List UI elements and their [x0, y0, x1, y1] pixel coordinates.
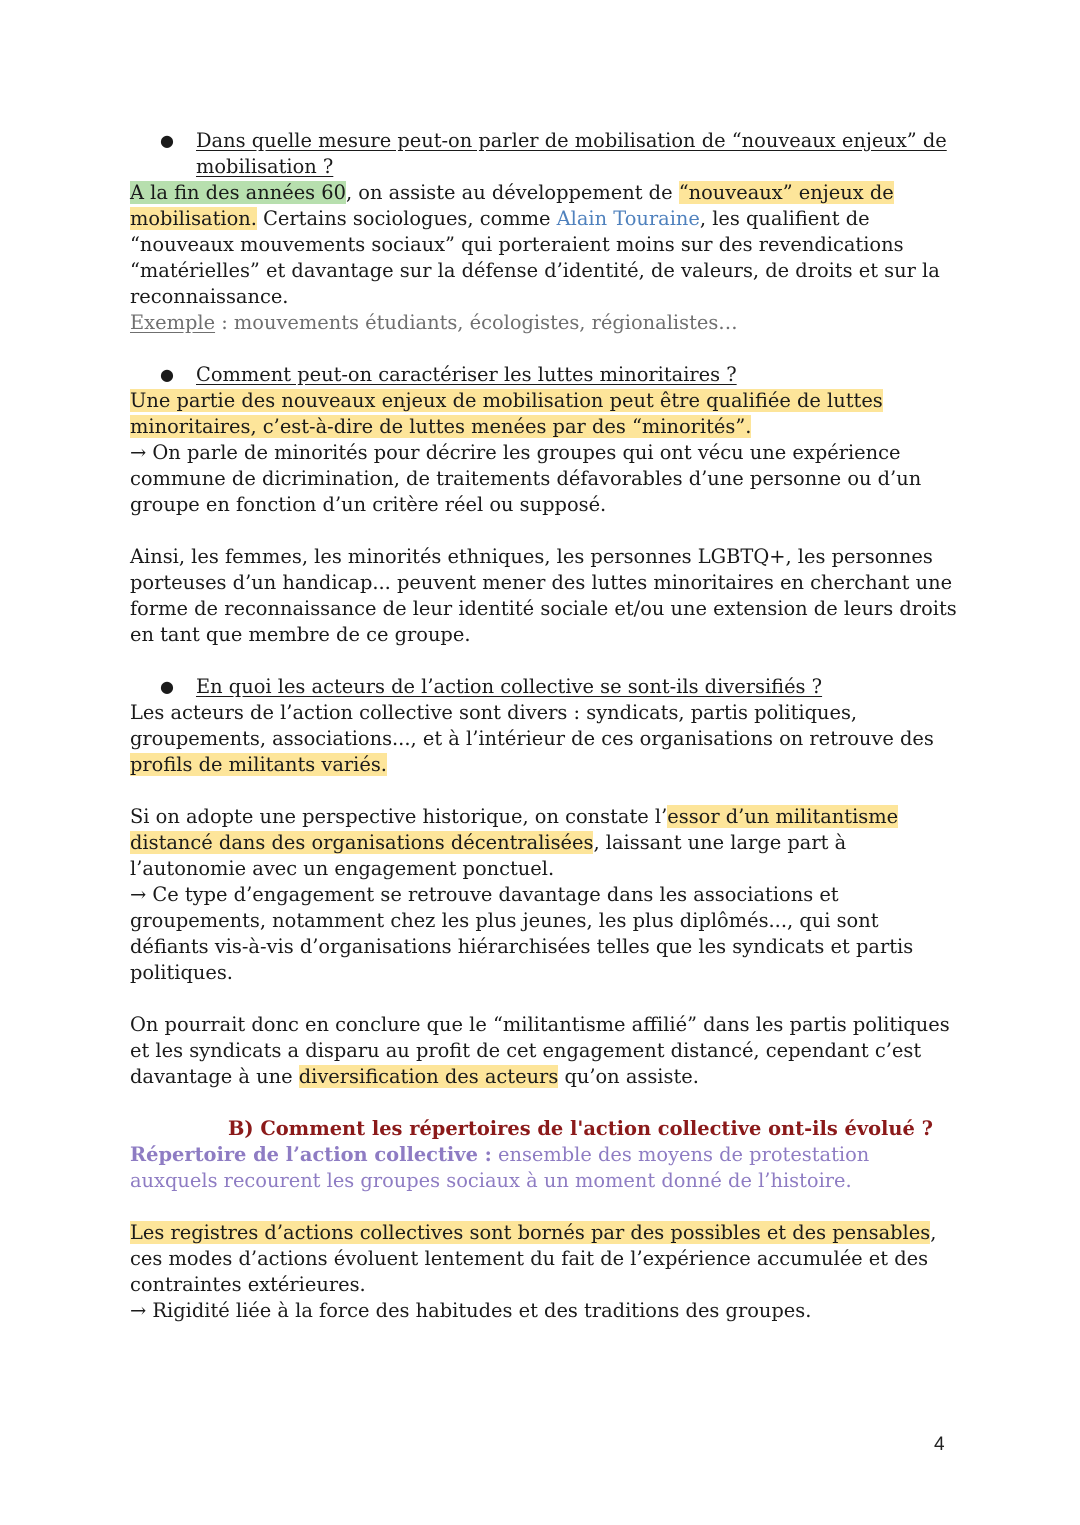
definition-term: Répertoire de l’action collective : — [130, 1143, 492, 1166]
paragraph-registers: Les registres d’actions collectives sont bornés par des possibles et des pensables, ces modes d’actions évoluent lentement du fait de l’expérience accumulée et des contraintes extérieures. — [130, 1221, 937, 1296]
definition-repertoire — [130, 1142, 960, 1194]
example-text: : mouvements étudiants, écologistes, régionalistes… — [215, 311, 738, 334]
paragraph-historical-perspective: Si on adopte une perspective historique, on constate l’essor d’un militantisme distancé dans des organisations décentralisées, laissant une large part à l’autonomie avec un engagement ponctuel. — [130, 805, 899, 880]
bullet-icon: ● — [160, 131, 174, 150]
definition-text: ensemble des moyens de protestation auxquels recourent les groupes sociaux à un moment donné de l’histoire. — [130, 1143, 870, 1192]
paragraph-actors: Les acteurs de l’action collective sont divers : syndicats, partis politiques, groupements, associations..., et à l’intérieur de ces organisations on retrouve des profils de militants variés. — [130, 701, 934, 776]
paragraph-minority-struggles — [130, 388, 960, 440]
question-2-text: Comment peut-on caractériser les luttes minoritaires ? — [196, 363, 737, 386]
paragraph-rigidity: → Rigidité liée à la force des habitudes et des traditions des groupes. — [130, 1299, 812, 1322]
example-line — [130, 310, 960, 336]
bullet-icon: ● — [160, 677, 174, 696]
question-3 — [130, 674, 960, 700]
question-1-text: Dans quelle mesure peut-on parler de mobilisation de “nouveaux enjeux” de mobilisation ? — [196, 129, 947, 178]
author-name: Alain Touraine — [556, 207, 700, 230]
page-content — [130, 128, 960, 1324]
paragraph-minority-examples: Ainsi, les femmes, les minorités ethniques, les personnes LGBTQ+, les personnes porteuses d’un handicap... peuvent mener des luttes minoritaires en cherchant une forme de reconnaissance de leur identité sociale et/ou une extension de leurs droits en tant que membre de ce groupe. — [130, 545, 957, 646]
section-b-heading: B) Comment les répertoires de l'action collective ont-ils évolué ? — [228, 1117, 933, 1140]
highlight-date: A la fin des années 60 — [130, 181, 346, 204]
highlight-militant-profiles: profils de militants variés. — [130, 753, 387, 776]
highlight-new-issues: “nouveaux” enjeux de mobilisation. — [130, 181, 894, 230]
highlight-registers: Les registres d’actions collectives sont bornés par des possibles et des pensables — [130, 1221, 931, 1244]
bullet-icon: ● — [160, 365, 174, 384]
paragraph-engagement-type: → Ce type d’engagement se retrouve davantage dans les associations et groupements, notamment chez les plus jeunes, les plus diplômés..., qui sont défiants vis-à-vis d’organisations hiérarchisées telles que les syndicats et partis politiques. — [130, 883, 914, 984]
highlight-minority-struggles: Une partie des nouveaux enjeux de mobilisation peut être qualifiée de luttes minoritaires, c’est-à-dire de luttes menées par des “minorités”. — [130, 389, 883, 438]
question-1 — [130, 128, 960, 180]
page-number: 4 — [934, 1434, 945, 1455]
paragraph-new-issues: A la fin des années 60, on assiste au développement de “nouveaux” enjeux de mobilisation. Certains sociologues, comme Alain Touraine, les qualifient de “nouveaux mouvements sociaux” qui porteraient moins sur des revendications “matérielles” et davantage sur la défense d’identité, de valeurs, de droits et sur la reconnaissance. — [130, 181, 940, 308]
paragraph-minorities-definition: → On parle de minorités pour décrire les groupes qui ont vécu une expérience commune de dicrimination, de traitements défavorables d’une personne ou d’un groupe en fonction d’un critère réel ou supposé. — [130, 441, 922, 516]
paragraph-conclusion: On pourrait donc en conclure que le “militantisme affilié” dans les partis politiques et les syndicats a disparu au profit de cet engagement distancé, cependant c’est davantage à une diversification des acteurs qu’on assiste. — [130, 1013, 950, 1088]
highlight-distanced-militancy: essor d’un militantisme distancé dans des organisations décentralisées — [130, 805, 899, 854]
example-label: Exemple — [130, 311, 216, 334]
question-3-text: En quoi les acteurs de l’action collective se sont-ils diversifiés ? — [196, 675, 823, 698]
question-2 — [130, 362, 960, 388]
highlight-actor-diversification: diversification des acteurs — [298, 1065, 559, 1088]
